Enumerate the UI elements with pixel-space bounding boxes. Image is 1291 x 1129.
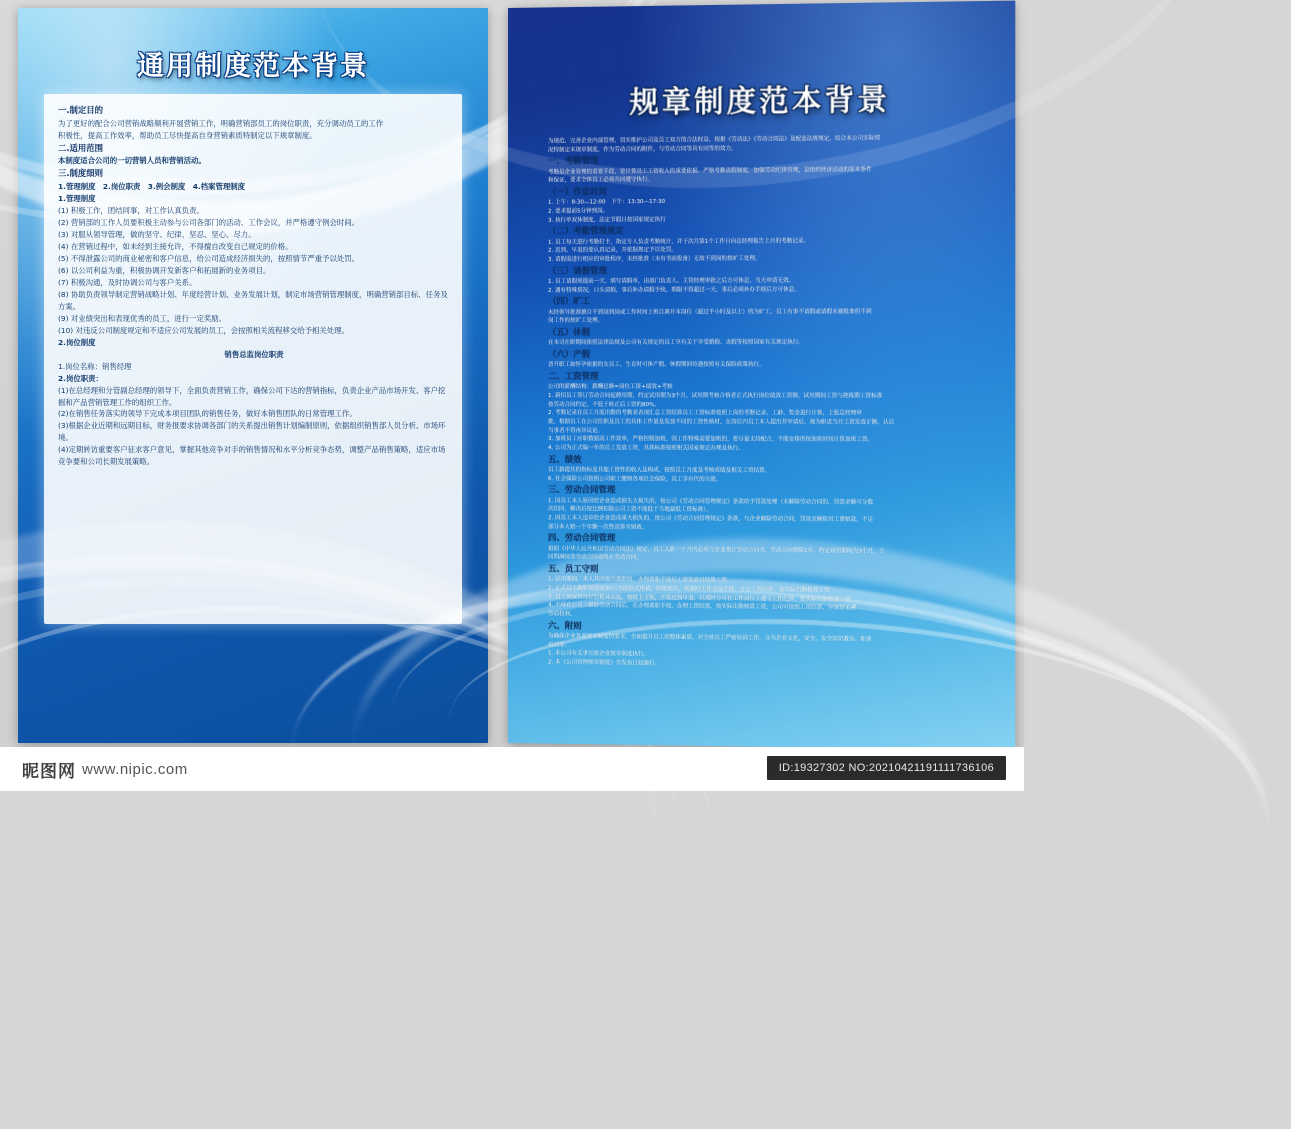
paragraph: 为确保企业各项规章制度的要求，全面提升员工的整体素质，对全体员工严密培训工作，分为企业文化，安全、安全知识教育、职业: [548, 633, 872, 643]
paragraph: 六、附则: [548, 620, 582, 631]
paragraph: 2. 本《公司管理规章制度》自发布日起施行。: [548, 659, 661, 667]
paragraph: (9) 对业绩突出和表现优秀的员工，进行一定奖励。: [58, 313, 227, 323]
paragraph: 根据《中华人民共和国劳动合同法》规定，员工入职一个月内必须与企业签订劳动合同书，劳动合同期限1年。约定试用期间为3个月，合: [548, 545, 885, 555]
paragraph: 部分本人赔一个年额一次性清算至财政。: [548, 523, 648, 531]
paragraph: (4)定期转访重要客户征求客户意见，掌握其他竞争对手的销售情况和水平分析竞争态势，调整产品销售策略，适应市场竞争要和公司长期发展策略。: [58, 445, 446, 467]
paragraph: 一、考勤管理: [548, 155, 599, 167]
paragraph: (2)在销售任务落实的领导下完成本项目团队的销售任务，做好本销售团队的日常管理工作。: [58, 409, 357, 419]
left-poster-title: 通用制度范本背景: [137, 51, 369, 82]
paragraph: 3. 执行单双休制度，法定节假日按国家规定执行: [548, 216, 666, 224]
watermark: [22, 757, 188, 782]
paragraph: (3) 对服从领导管理，做的坚守、纪律、坚忍、坚心、尽力。: [58, 229, 256, 239]
paragraph: 为规范、完善企业内部管理，切实维护公司及员工双方的合法权益，根据《劳动法》《劳动合同法》及配套法规规定，结合本公司实际情: [548, 135, 881, 145]
paragraph: （五）休假: [548, 326, 591, 337]
image-id-badge: ID:19327302 NO:20210421191111736106: [767, 756, 1006, 780]
paragraph: 五、员工守则: [548, 563, 599, 574]
paragraph: (1)在总经理和分管副总经理的领导下，全面负责营销工作，确保公司下达的营销指标，负责企业产品市场开发、客户挖掘和产品营销管理工作的组织工作。: [58, 385, 446, 407]
paragraph: 2.岗位制度: [58, 337, 96, 347]
paragraph: 况特制定本规章制度，作为劳动合同的附件，与劳动合同等具有同等的效力。: [548, 145, 737, 154]
paragraph: 本制度适合公司的一切营销人员和营销活动。: [58, 156, 206, 166]
paragraph: 3. 请假需进行相应的审批程序，未经批准（未有书面报备）无故不到岗的按旷工处理。: [548, 255, 761, 263]
paragraph: 1.岗位名称：销售经理: [58, 361, 132, 371]
paragraph: 2. 遇有特殊情况，口头请假，事后补办请假手续，期限不得超过一天，事后必须补办手续后方可休息。: [548, 286, 800, 294]
left-poster: [18, 8, 488, 743]
site-url: www.nipic.com: [82, 761, 188, 778]
paragraph: 二.适用范围: [58, 142, 104, 153]
paragraph: (10) 对违反公司制度规定和不适应公司发展的员工，会按照相关流程移交给予相关处理。: [58, 325, 349, 335]
paragraph: 晋升职工如怀孕依据的女员工，生育时可休产假、休假期间待遇按照有关保险政策执行。: [548, 362, 765, 369]
paragraph: (8) 协助负责领导制定营销战略计划、年度经营计划、业务发展计划，制定市场营销管理制度，明确营销部目标、任务及方案。: [58, 289, 448, 311]
paragraph: (5) 不得泄露公司的商业秘密和客户信息，给公司造成经济损失的，按照情节严重予以处罚。: [58, 253, 360, 263]
paragraph: 公司的薪酬结构：薪酬总额=岗位工资+绩效+考核: [548, 384, 673, 391]
paragraph: 批。根据员工在公司任职及员工的具体工作量及发放不同的工资性核材，在岗位内员工本人提出并申请后，视为职责当月工资发放正额，认后: [548, 419, 895, 426]
paragraph: 1. 本公司有关事宜依企业规章制度执行。: [548, 650, 650, 659]
left-poster-body: [58, 104, 450, 618]
right-poster-title: 规章制度范本背景: [629, 82, 891, 120]
paragraph: 销售总监岗位职责: [224, 349, 284, 359]
paragraph: 培训等。: [548, 642, 571, 649]
paragraph: (4) 在营销过程中，如未经到主接允许，不得擅自改变自己规定的价格。: [58, 241, 293, 251]
paragraph: 2. 迟到、早退的要认真记录，并依据规定予以处罚。: [548, 247, 677, 255]
paragraph: 1. 员工请假须提前一天，填写请假单，由部门负责人、主管经理审批之后方可休息，当天申请无效。: [548, 277, 795, 285]
right-poster-body: [548, 134, 974, 667]
paragraph: 和保证，要求全体员工必须共同遵守执行。: [548, 177, 654, 185]
paragraph: 按劳动合同约定，不低于转正后工资的80%。: [548, 401, 660, 408]
paragraph: （三）请假管理: [548, 265, 607, 276]
paragraph: (1) 积极工作，团结同事，对工作认真负责。: [58, 205, 204, 215]
paragraph: 1. 员工每天进行考勤打卡，指定专人负责考勤统计，并于次月第1个工作日向总经理报告上月的考勤记录。: [548, 238, 810, 246]
left-content-panel: [44, 94, 462, 624]
paragraph: 一.制定目的: [58, 105, 104, 115]
paragraph: (7) 积极沟通，及时协调公司与客户关系。: [58, 277, 197, 287]
paragraph: 2.岗位职责：: [58, 373, 103, 383]
paragraph: （二）考勤管理规定: [548, 225, 624, 237]
paragraph: 1. 新招员工签订劳动合同起聘用期，约定试用期为3个月，试用期考核合格者正式执行岗位绩效工资制，试用期间工资与熟练期工资标准: [548, 392, 883, 400]
paragraph: 1. 上午：8:30—12:00 下午：13:30—17:30: [548, 199, 666, 207]
paragraph: 同期满续签劳动合同或终止劳动合同。: [548, 554, 643, 562]
paragraph: 3. 加班员工应职数据高工作效率，严格控制加班，因工作特殊需要加班的，要尽量支持配合，不能安排的按加班时间计算加班工资。: [548, 436, 874, 444]
right-poster: [508, 1, 1015, 751]
paragraph: （四）旷工: [548, 296, 591, 307]
paragraph: 考勤是企业管理的重要手段，是计算员工工资收入的重要依据。严格考勤请假制度，加强劳动纪律管理，是组织经济活动的基本条件: [548, 166, 872, 176]
paragraph: 2. 正式员工离职须提前30日书面形式申请，经批准后，须离时工作交接手续，办完工资结算，按实际出勤核算工资: [548, 585, 830, 594]
paragraph: 岗工作的按旷工处理。: [548, 318, 604, 325]
paragraph: 次扣回，解决后按比例扣除公司工资不能低于当地最低工资标准）。: [548, 506, 712, 514]
paragraph: 2. 因员工本人违章给企业造成重大损失的，按公司《劳动合同管理规定》条款，与企业解除劳动合同，罚款金额除用工费赔款，不足: [548, 515, 874, 524]
footer-bar: [0, 747, 1024, 791]
paragraph: 6. 社会保险公司按照公司职工缴纳各项社会保险，员工享有代的自愿。: [548, 475, 722, 483]
paragraph: 二、工资管理: [548, 370, 599, 381]
paragraph: 2. 要求提前5分钟到岗。: [548, 208, 609, 215]
paragraph: 1. 因员工本人原因给企业造成损失大损失的，按公司《劳动合同管理规定》条款给予罚款处理（未解除劳动合同的，罚款金额可分数: [548, 497, 874, 506]
paragraph: 积极性，提高工作效率，帮助员工尽快提高自身营销素质特制定以下规章制度。: [58, 130, 317, 140]
paragraph: 三、劳动合同管理: [548, 484, 616, 495]
paragraph: 员工薪提其的指标及其他工资性的收入及构成，按照员工月度及考核成绩及相关工资结算。: [548, 467, 771, 475]
paragraph: 当事者不得再异议论。: [548, 427, 604, 434]
paragraph: 未经领导批准擅自不到岗到岗或工作时间上班自离开本岗位（超过半小时及以上）的为旷工。员工有事不请假或请假未被批准但不到: [548, 308, 872, 316]
site-logo: 昵图网: [22, 762, 76, 782]
paragraph: 1. 试用期间，本人其因提出离职的，办理离职手续后工资发放日结算工资。: [548, 576, 733, 585]
paragraph: (2) 营销部的工作人员要积极主动参与公司各部门的活动、工作会议，并严格遵守例会时间。: [58, 217, 360, 227]
paragraph: 为了更好的配合公司营销战略顺利开展营销工作，明确营销部员工的岗位职责，充分调动员工的工作: [58, 118, 384, 128]
paragraph: 劳动权利。: [548, 611, 576, 618]
paragraph: (6) 以公司利益为重，积极协调开发新客户和拓展新的业务项目。: [58, 265, 271, 275]
paragraph: (3)根据企业近期和远期目标，财务报要求协调各部门的关系提出销售计划编制原则，依据组织销售部人员分析、市场环境。: [58, 421, 446, 443]
paragraph: 在本司在职期间依照法律法规及公司有关规定的员工享有关于享受婚假、丧假等按照国家有关规定执行。: [548, 339, 805, 347]
paragraph: 五、绩效: [548, 453, 582, 465]
paragraph: 3. 员工须保持良好的精神面貌，按时上下班，不得迟到早退，以端时方可在工作岗位上遵守工作纪律，按实际出勤核算工资: [548, 594, 851, 603]
paragraph: （六）产假: [548, 348, 591, 359]
paragraph: 四、劳动合同管理: [548, 532, 616, 544]
paragraph: 4. 不得在公司工解除劳动合同后，在办理离职手续，办理工资结算，按实际出勤核算工资，公司可按照工资结算，应保留追溯: [548, 602, 857, 612]
paragraph: 2. 考勤记录在员工月度出勤的考勤表表现汇总工资结算员工工资标准按照上岗的考勤记录、工龄、奖金进行计算，上报总经理审: [548, 410, 862, 417]
paragraph: （一）作息时间: [548, 186, 607, 197]
paragraph: 1.管理制度: [58, 193, 96, 203]
paragraph: 4. 公司为正式编一年的员工发放工资，具体标准按照相关国家规定办理及执行。: [548, 445, 744, 452]
paragraph: 1.管理制度 2.岗位职责 3.例会制度 4.档案管理制度: [58, 181, 246, 191]
paragraph: 三.制度细则: [58, 168, 104, 179]
